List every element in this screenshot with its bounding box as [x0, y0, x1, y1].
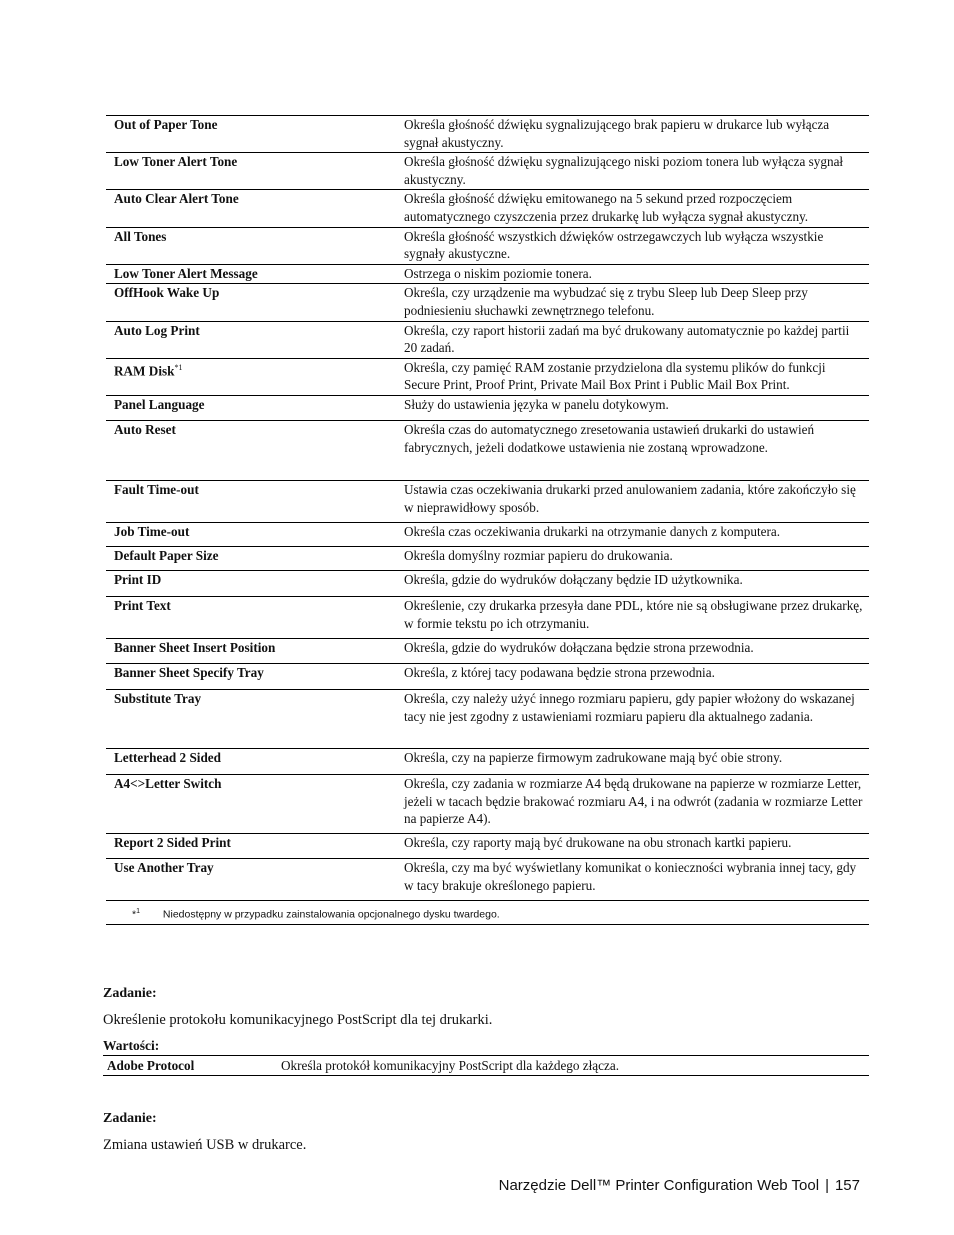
values-table — [103, 1055, 869, 1076]
footnote — [106, 900, 869, 925]
settings-table — [106, 115, 869, 925]
setting-name: Print ID — [114, 571, 162, 587]
setting-description: Określenie, czy drukarka przesyła dane PDL, które nie są obsługiwane przez drukarkę, w formie tekstu po ich otrzymaniu. — [404, 597, 863, 631]
value-description: Określa protokół komunikacyjny PostScript dla każdego złącza. — [281, 1058, 620, 1073]
table-row — [106, 663, 869, 689]
table-row — [106, 748, 869, 774]
setting-name: Auto Log Print — [114, 322, 200, 338]
table-row — [106, 522, 869, 546]
setting-description: Określa, czy urządzenie ma wybudzać się z trybu Sleep lub Deep Sleep przy podniesieniu słuchawki zewnętrznego telefonu. — [404, 285, 808, 318]
setting-description: Określa domyślny rozmiar papieru do drukowania. — [404, 547, 673, 563]
table-row — [106, 596, 869, 638]
setting-description: Określa, gdzie do wydruków dołączany będzie ID użytkownika. — [404, 571, 743, 587]
setting-name: Auto Clear Alert Tone — [114, 191, 239, 207]
table-row — [106, 153, 869, 190]
table-row — [106, 284, 869, 321]
page-number: 157 — [834, 1177, 860, 1194]
table-row — [106, 420, 869, 480]
setting-description: Określa, gdzie do wydruków dołączana będzie strona przewodnia. — [404, 639, 754, 655]
setting-name: Print Text — [114, 597, 171, 613]
setting-name: All Tones — [114, 228, 167, 244]
setting-name: Use Another Tray — [114, 859, 214, 875]
setting-name: OffHook Wake Up — [114, 285, 220, 301]
section-text-task-1: Określenie protokołu komunikacyjnego PostScript dla tej drukarki. — [103, 1012, 493, 1028]
section-text-task-2: Zmiana ustawień USB w drukarce. — [103, 1137, 307, 1153]
table-row — [106, 833, 869, 858]
table-row — [106, 321, 869, 358]
setting-name: Fault Time-out — [114, 481, 199, 497]
setting-description: Określa czas do automatycznego zresetowania ustawień drukarki do ustawień fabrycznych, jeżeli dodatkowe ustawienia nie zostaną wprowadzone. — [404, 421, 815, 455]
setting-name: Banner Sheet Specify Tray — [114, 664, 264, 680]
table-row — [106, 570, 869, 596]
setting-description: Określa, czy ma być wyświetlany komunikat o konieczności wybrania innej tacy, gdy w tacy brakuje określonego papieru. — [404, 859, 857, 893]
setting-description: Określa, czy na papierze firmowym zadrukowane mają być obie strony. — [404, 749, 783, 765]
section-heading-task-1: Zadanie: — [103, 986, 157, 1001]
setting-description: Ostrzega o niskim poziomie tonera. — [404, 265, 592, 281]
setting-name: Report 2 Sided Print — [114, 834, 231, 850]
setting-description: Służy do ustawienia języka w panelu dotykowym. — [404, 396, 669, 412]
page-footer — [499, 1177, 860, 1194]
setting-name: Out of Paper Tone — [114, 117, 218, 132]
footer-title: Narzędzie Dell™ Printer Configuration Web Tool — [498, 1177, 820, 1194]
table-row — [106, 264, 869, 284]
values-label: Wartości: — [103, 1038, 160, 1053]
table-row — [106, 190, 869, 227]
table-row — [106, 480, 869, 522]
setting-description: Ustawia czas oczekiwania drukarki przed anulowaniem zadania, które zakończyło się w nieprawidłowy sposób. — [404, 481, 856, 515]
footnote-mark: *$^1$ — [132, 907, 140, 921]
table-row — [106, 227, 869, 264]
setting-name: Banner Sheet Insert Position — [114, 639, 276, 655]
setting-name: RAM Disk$^{*1}$ — [114, 362, 183, 379]
setting-name: Low Toner Alert Tone — [114, 154, 238, 170]
setting-description: Określa czas oczekiwania drukarki na otrzymanie danych z komputera. — [404, 523, 781, 539]
table-row — [106, 395, 869, 420]
setting-description: Określa głośność wszystkich dźwięków ostrzegawczych lub wyłącza wszystkie sygnały akustyczne. — [404, 228, 824, 262]
setting-name: Low Toner Alert Message — [114, 265, 258, 281]
setting-name: Job Time-out — [114, 523, 190, 539]
setting-description: Określa, z której tacy podawana będzie strona przewodnia. — [404, 664, 715, 680]
footer-separator: | — [825, 1177, 829, 1194]
footnote-row — [106, 900, 869, 925]
setting-name: A4<>Letter Switch — [114, 775, 222, 791]
setting-description: Określa, czy pamięć RAM zostanie przydzielona dla systemu plików do funkcji Secure Print, Proof Print, Private Mail Box Print i Public Mail Box Print. — [404, 359, 826, 393]
setting-description: Określa, czy raport historii zadań ma być drukowany automatycznie po każdej partii 20 zadań. — [404, 322, 850, 356]
setting-description: Określa, czy zadania w rozmiarze A4 będą drukowane na papierze w rozmiarze Letter, jeżeli w tacach będzie brakować rozmiaru A4, i na odwrót (zadania w rozmiarze Letter na papierze A4). — [404, 775, 863, 827]
footnote-reference: *1 — [174, 362, 183, 372]
table-row — [106, 358, 869, 395]
setting-description: Określa, czy raporty mają być drukowane na obu stronach kartki papieru. — [404, 834, 792, 850]
table-row — [106, 546, 869, 570]
table-row — [106, 638, 869, 663]
settings-body — [106, 116, 869, 901]
setting-description: Określa, czy należy użyć innego rozmiaru papieru, gdy papier włożony do wskazanej tacy nie jest zgodny z ustawieniami rozmiaru papieru dla aktualnego zadania. — [404, 690, 855, 724]
section-heading-task-2: Zadanie: — [103, 1111, 157, 1126]
table-row — [106, 689, 869, 748]
setting-description: Określa głośność dźwięku emitowanego na 5 sekund przed rozpoczęciem automatycznego czyszczenia przez drukarkę lub wyłącza sygnał akustyczny. — [404, 191, 809, 224]
setting-description: Określa głośność dźwięku sygnalizującego brak papieru w drukarce lub wyłącza sygnał akustyczny. — [404, 117, 830, 150]
setting-name: Letterhead 2 Sided — [114, 749, 221, 765]
table-row — [106, 116, 869, 153]
table-row — [106, 858, 869, 900]
table-row — [106, 774, 869, 833]
value-name: Adobe Protocol — [107, 1058, 195, 1073]
setting-description: Określa głośność dźwięku sygnalizującego niski poziom tonera lub wyłącza sygnał akustyczny. — [404, 154, 844, 187]
setting-name: Auto Reset — [114, 421, 176, 437]
setting-name: Default Paper Size — [114, 547, 219, 563]
footnote-text: Niedostępny w przypadku zainstalowania opcjonalnego dysku twardego. — [162, 908, 500, 921]
setting-name: Panel Language — [114, 396, 205, 412]
setting-name: Substitute Tray — [114, 690, 202, 706]
